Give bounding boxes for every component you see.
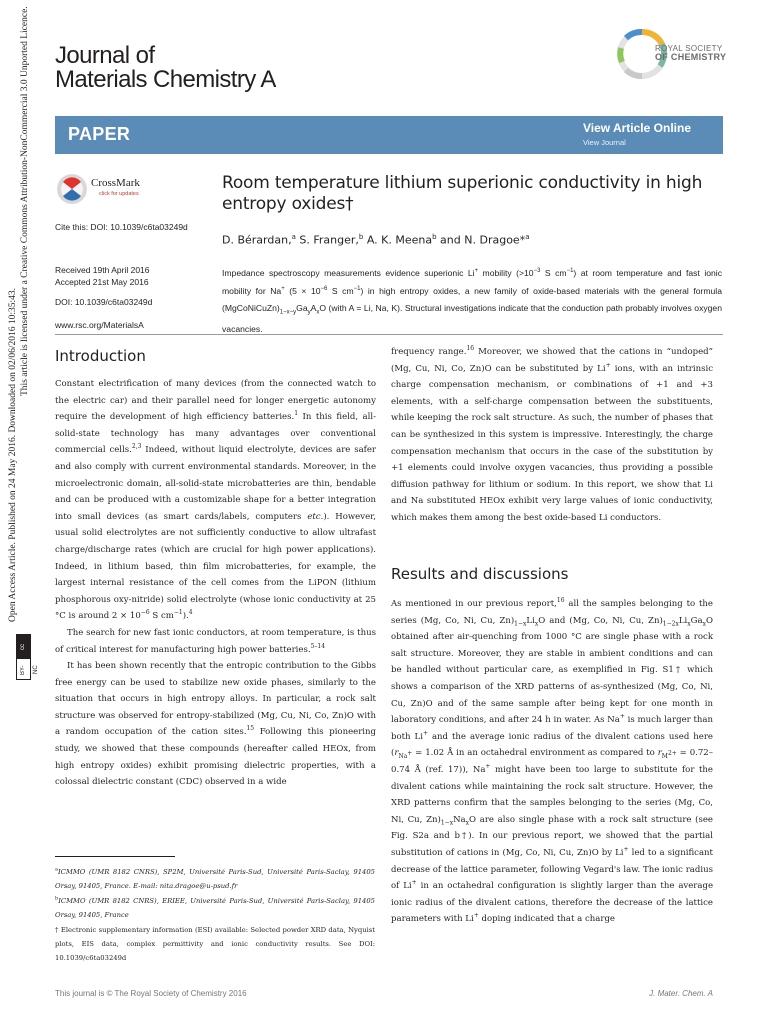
abstract: Impedance spectroscopy measurements evidence superionic Li+ mobility ($>10^{-3}$ S $cm^{-1}$) at room temperature and fast ionic mobility for Na+ ($5 \times 10^{-6}$ S $cm^{-1}$) in high entropy oxides, a new family of oxide-based materials with the general formula $(MgCoNiCuZn)_{1-x-y}Ga_yA_xO$ (with A = Li, Na, K). Structural investigations indicate that the conduction path probably involves oxygen vacancies. [222, 267, 722, 334]
affiliation-b: $^b$ICMMO (UMR 8182 CNRS), ERIEE, Université Paris-Sud, Université Paris-Saclay, 91405 Orsay, 91405, France [55, 895, 375, 919]
crossmark-icon [55, 172, 89, 206]
article-title: Room temperature lithium superionic conductivity in high entropy oxides† [222, 173, 703, 214]
results-heading: Results and discussions [391, 565, 569, 583]
view-journal-link[interactable]: View Journal [583, 138, 626, 147]
journal-name [55, 44, 276, 92]
crossmark-updates: click for updates [99, 191, 139, 197]
intro-paragraph-1: Constant electrification of many devices (from the connected watch to the electric car) and their parallel need for longer energetic autonomy require the development of high efficiency batteries.$^1$ In this field, all-solid-state technology has many advantages over conventional commercial cells.$^{2,3}$ Indeed, without liquid electrolyte, devices are safer and also comply with current environmental standards. Moreover, in the microelectronic domain, all-solid-state microbatteries are thin, bendable and can be produced with a customizable shape for a better integration into small devices (as smart cards/labels, computers etc.). However, usual solid electrolytes are not sufficiently conductive to allow ultrafast charge/discharge rates (which are crucial for high power applications). Indeed, in lithium based, thin film microbatteries, for example, the largest internal resistance of the cell comes from the LiPON (lithium phosphorous oxy-nitride) solid electrolyte (whose ionic conductivity at 25 °C is around $2 \times 10^{-6}$ S $cm^{-1}).^4$ [55, 379, 376, 622]
cc-license-badge[interactable] [16, 634, 39, 680]
footnote-divider [55, 856, 175, 857]
copyright-footer: This journal is © The Royal Society of Chemistry 2016 [55, 989, 247, 998]
journal-url[interactable]: www.rsc.org/MaterialsA [55, 320, 144, 330]
by-nc-label: BY-NC [20, 665, 39, 675]
journal-name-line2: Materials Chemistry A [55, 66, 276, 93]
author-list: D. Bérardan,$^a$ S. Franger,$^b$ A. K. Meena$^b$ and N. Dragoe*$^a$ [222, 233, 530, 247]
accepted-date: Accepted 21st May 2016 [55, 277, 149, 287]
journal-name-line1: Journal of [55, 42, 155, 69]
intro-paragraph-2: The search for new fast ionic conductors, at room temperature, is thus of critical interest for manufacturing high power batteries.$^{5-14}$ [55, 627, 376, 655]
intro-paragraph-3: It has been shown recently that the entropic contribution to the Gibbs free energy can be used to stabilize new oxide phases, similarly to the situation that occurs in high entropy alloys. In particular, a rock salt structure was observed for entropy-stabilized (Mg, Cu, Ni, Co, Zn)O with a random occupation of the cation sites.$^{15}$ Following this pioneering study, we showed that these compounds (hereafter called HEOx, from high entropy oxides) exhibit promising dielectric properties, with a colossal dielectric constant (CDC) observed in a wide [55, 661, 376, 788]
publisher-line2: OF CHEMISTRY [655, 52, 727, 62]
affiliation-a: $^a$ICMMO (UMR 8182 CNRS), SP2M, Université Paris-Sud, Université Paris-Saclay, 91405 Orsay, 91405, France. E-mail: nita.dragoe@u-psud.fr [55, 866, 375, 890]
esi-note: † Electronic supplementary information (ESI) available: Selected powder XRD data, Nyquist plots, EIS data, complex permittivity and ionic conductivity results. See DOI: 10.1039/c6ta03249d [55, 926, 375, 962]
publisher-line1: ROYAL SOCIETY [655, 44, 723, 53]
introduction-heading: Introduction [55, 347, 146, 365]
doi[interactable]: DOI: 10.1039/c6ta03249d [55, 297, 153, 307]
publisher-name [655, 44, 726, 62]
introduction-column-right [391, 344, 713, 527]
journal-abbrev-footer: J. Mater. Chem. A [649, 989, 713, 998]
crossmark-label: CrossMark [91, 177, 140, 189]
paper-band [55, 116, 723, 154]
license-notice[interactable]: This article is licensed under a Creative Commons Attribution-NonCommercial 3.0 Unported Licence. [20, 6, 30, 396]
received-date: Received 19th April 2016 [55, 265, 150, 275]
introduction-column-left [55, 376, 376, 791]
intro-paragraph-4: frequency range.$^{16}$ Moreover, we showed that the cations in “undoped” (Mg, Cu, Ni, Co, Zn)O can be substituted by Li+ ions, with an intrinsic charge compensation mechanism, or combinations of +1 and +3 elements, with a self-charge compensation between the substituents, while keeping the rock salt structure. As such, the number of phases that can be synthesized in this system is impressive. Interestingly, the charge compensation mechanism that occurs in the case of the substitution by +1 elements could involve oxygen vacancies, thus providing a possible diffusion pathway for lithium or sodium. In this report, we show that Li and Na substituted HEOx exhibit very large values of ionic conductivity, which makes them among the best oxide-based Li conductors. [391, 345, 713, 523]
footnotes [55, 866, 375, 967]
publication-notice: Open Access Article. Published on 24 May 2016. Downloaded on 02/06/2016 10:35:43. [8, 287, 18, 622]
results-column [391, 596, 713, 928]
header-divider [55, 334, 723, 335]
license-sidebar [0, 0, 40, 640]
article-type-label: PAPER [68, 124, 131, 144]
results-paragraph-1: As mentioned in our previous report,$^{16}$ all the samples belonging to the series (Mg, Co, Ni, Cu, $Zn)_{1-x}Li_xO$ and (Mg, Co, Ni, Cu, $Zn)_{1-2x}Li_xGa_xO$ obtained after air-quenching from 1000 °C are single phase with a rock salt structure. Moreover, they are stable in ambient conditions and can be handled without particular care, as exemplified in Fig. S1† which shows a comparison of the XRD patterns of as-synthesized (Mg, Co, Ni, Cu, Zn)O and of the same sample after being kept for one month in laboratory conditions, and after 24 h in water. As Na+ is much larger than both Li+ and the average ionic radius of the divalent cations used here ($r_{Na^+} = 1.02$ Å in an octahedral environment as compared to $r_{M^{2+}} = 0.72-0.74$ Å (ref. 17)), Na+ might have been too large to substitute for the divalent cations while maintaining the rock salt structure. However, the XRD patterns confirm that the samples belonging to the series (Mg, Co, Ni, Cu, $Zn)_{1-x}Na_xO$ are also single phase with a rock salt structure (see Fig. S2a and b†). In our previous report, we showed that the partial substitution of cations in (Mg, Co, Ni, Cu, Zn)O by Li+ led to a significant decrease of the lattice parameter, following Vegard's law. The ionic radius of Li+ in an octahedral configuration is slightly larger than the average ionic radius of the divalent cations, therefore the decrease of the lattice parameters with Li+ doping indicated that a charge [391, 597, 714, 925]
view-article-online-link[interactable]: View Article Online [582, 121, 691, 135]
cite-this: Cite this: DOI: 10.1039/c6ta03249d [55, 222, 188, 232]
cc-icon: cc [17, 635, 30, 659]
crossmark-badge[interactable] [55, 172, 155, 208]
